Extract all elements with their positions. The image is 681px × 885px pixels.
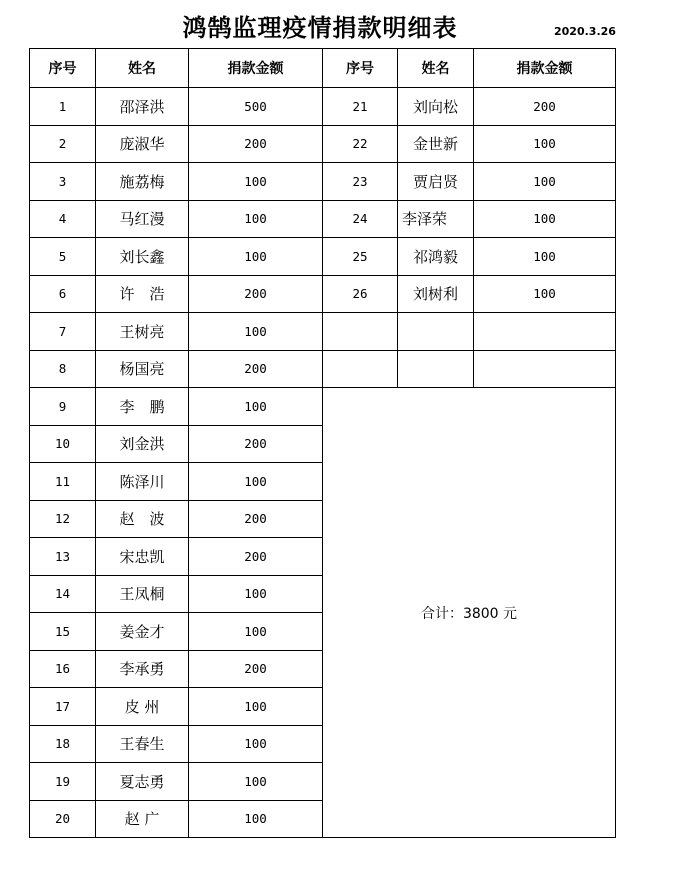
seq-cell: 15 bbox=[30, 613, 96, 651]
amount-cell: 200 bbox=[189, 425, 323, 463]
seq-cell: 13 bbox=[30, 538, 96, 576]
table-row bbox=[30, 275, 616, 313]
amount-cell: 200 bbox=[189, 350, 323, 388]
seq-cell: 14 bbox=[30, 575, 96, 613]
seq-cell: 6 bbox=[30, 275, 96, 313]
name-cell: 刘金洪 bbox=[96, 425, 189, 463]
name-cell: 金世新 bbox=[398, 125, 474, 163]
amount-cell: 100 bbox=[189, 163, 323, 201]
amount-cell: 100 bbox=[474, 238, 616, 276]
name-cell: 马红漫 bbox=[96, 200, 189, 238]
seq-cell: 8 bbox=[30, 350, 96, 388]
header-seq: 序号 bbox=[30, 49, 96, 88]
header-seq-2: 序号 bbox=[323, 49, 398, 88]
amount-cell: 200 bbox=[189, 500, 323, 538]
amount-cell: 100 bbox=[474, 163, 616, 201]
header-row bbox=[30, 49, 616, 88]
amount-cell: 200 bbox=[189, 538, 323, 576]
seq-cell: 10 bbox=[30, 425, 96, 463]
empty-cell bbox=[474, 313, 616, 351]
name-cell: 庞淑华 bbox=[96, 125, 189, 163]
seq-cell: 25 bbox=[323, 238, 398, 276]
amount-cell: 100 bbox=[189, 463, 323, 501]
seq-cell: 7 bbox=[30, 313, 96, 351]
seq-cell: 20 bbox=[30, 800, 96, 838]
amount-cell: 100 bbox=[189, 388, 323, 426]
header-amount: 捐款金额 bbox=[189, 49, 323, 88]
name-cell: 李 鹏 bbox=[96, 388, 189, 426]
name-cell: 李承勇 bbox=[96, 650, 189, 688]
table-row bbox=[30, 125, 616, 163]
name-cell: 姜金才 bbox=[96, 613, 189, 651]
table-row bbox=[30, 163, 616, 201]
header-name: 姓名 bbox=[96, 49, 189, 88]
amount-cell: 100 bbox=[189, 313, 323, 351]
table-row bbox=[30, 200, 616, 238]
name-cell: 王春生 bbox=[96, 725, 189, 763]
empty-cell bbox=[323, 313, 398, 351]
amount-cell: 100 bbox=[474, 125, 616, 163]
seq-cell: 11 bbox=[30, 463, 96, 501]
amount-cell: 200 bbox=[189, 125, 323, 163]
name-cell: 皮 州 bbox=[96, 688, 189, 726]
seq-cell: 18 bbox=[30, 725, 96, 763]
name-cell: 许 浩 bbox=[96, 275, 189, 313]
seq-cell: 12 bbox=[30, 500, 96, 538]
amount-cell: 500 bbox=[189, 88, 323, 126]
seq-cell: 2 bbox=[30, 125, 96, 163]
name-cell: 祁鸿毅 bbox=[398, 238, 474, 276]
seq-cell: 21 bbox=[323, 88, 398, 126]
amount-cell: 100 bbox=[474, 275, 616, 313]
total-cell: 合计：3800 元 bbox=[323, 388, 616, 838]
amount-cell: 200 bbox=[474, 88, 616, 126]
seq-cell: 3 bbox=[30, 163, 96, 201]
name-cell: 夏志勇 bbox=[96, 763, 189, 801]
table-row bbox=[30, 313, 616, 351]
empty-cell bbox=[474, 350, 616, 388]
donation-table bbox=[29, 48, 616, 838]
name-cell: 赵 广 bbox=[96, 800, 189, 838]
name-cell: 贾启贤 bbox=[398, 163, 474, 201]
amount-cell: 100 bbox=[189, 800, 323, 838]
empty-cell bbox=[398, 350, 474, 388]
amount-cell: 100 bbox=[474, 200, 616, 238]
name-cell: 王树亮 bbox=[96, 313, 189, 351]
seq-cell: 26 bbox=[323, 275, 398, 313]
page-title: 鸿鹄监理疫情捐款明细表 bbox=[182, 13, 458, 42]
amount-cell: 100 bbox=[189, 613, 323, 651]
amount-cell: 100 bbox=[189, 763, 323, 801]
header-amount-2: 捐款金额 bbox=[474, 49, 616, 88]
name-cell: 王凤桐 bbox=[96, 575, 189, 613]
seq-cell: 19 bbox=[30, 763, 96, 801]
empty-cell bbox=[398, 313, 474, 351]
amount-cell: 100 bbox=[189, 238, 323, 276]
name-cell: 刘长鑫 bbox=[96, 238, 189, 276]
header-name-2: 姓名 bbox=[398, 49, 474, 88]
name-cell: 刘树利 bbox=[398, 275, 474, 313]
seq-cell: 24 bbox=[323, 200, 398, 238]
seq-cell: 16 bbox=[30, 650, 96, 688]
amount-cell: 100 bbox=[189, 575, 323, 613]
amount-cell: 200 bbox=[189, 650, 323, 688]
name-cell: 赵 波 bbox=[96, 500, 189, 538]
seq-cell: 9 bbox=[30, 388, 96, 426]
table-row bbox=[30, 350, 616, 388]
seq-cell: 5 bbox=[30, 238, 96, 276]
amount-cell: 200 bbox=[189, 275, 323, 313]
amount-cell: 100 bbox=[189, 200, 323, 238]
name-cell: 杨国亮 bbox=[96, 350, 189, 388]
name-cell: 施荔梅 bbox=[96, 163, 189, 201]
name-cell: 刘向松 bbox=[398, 88, 474, 126]
seq-cell: 1 bbox=[30, 88, 96, 126]
seq-cell: 23 bbox=[323, 163, 398, 201]
name-cell: 李泽荣 bbox=[398, 200, 474, 238]
table-row bbox=[30, 88, 616, 126]
amount-cell: 100 bbox=[189, 725, 323, 763]
empty-cell bbox=[323, 350, 398, 388]
name-cell: 宋忠凯 bbox=[96, 538, 189, 576]
amount-cell: 100 bbox=[189, 688, 323, 726]
name-cell: 陈泽川 bbox=[96, 463, 189, 501]
seq-cell: 17 bbox=[30, 688, 96, 726]
name-cell: 邵泽洪 bbox=[96, 88, 189, 126]
table-row bbox=[30, 238, 616, 276]
date-label: 2020.3.26 bbox=[554, 25, 616, 38]
table-row bbox=[30, 388, 616, 426]
seq-cell: 4 bbox=[30, 200, 96, 238]
seq-cell: 22 bbox=[323, 125, 398, 163]
